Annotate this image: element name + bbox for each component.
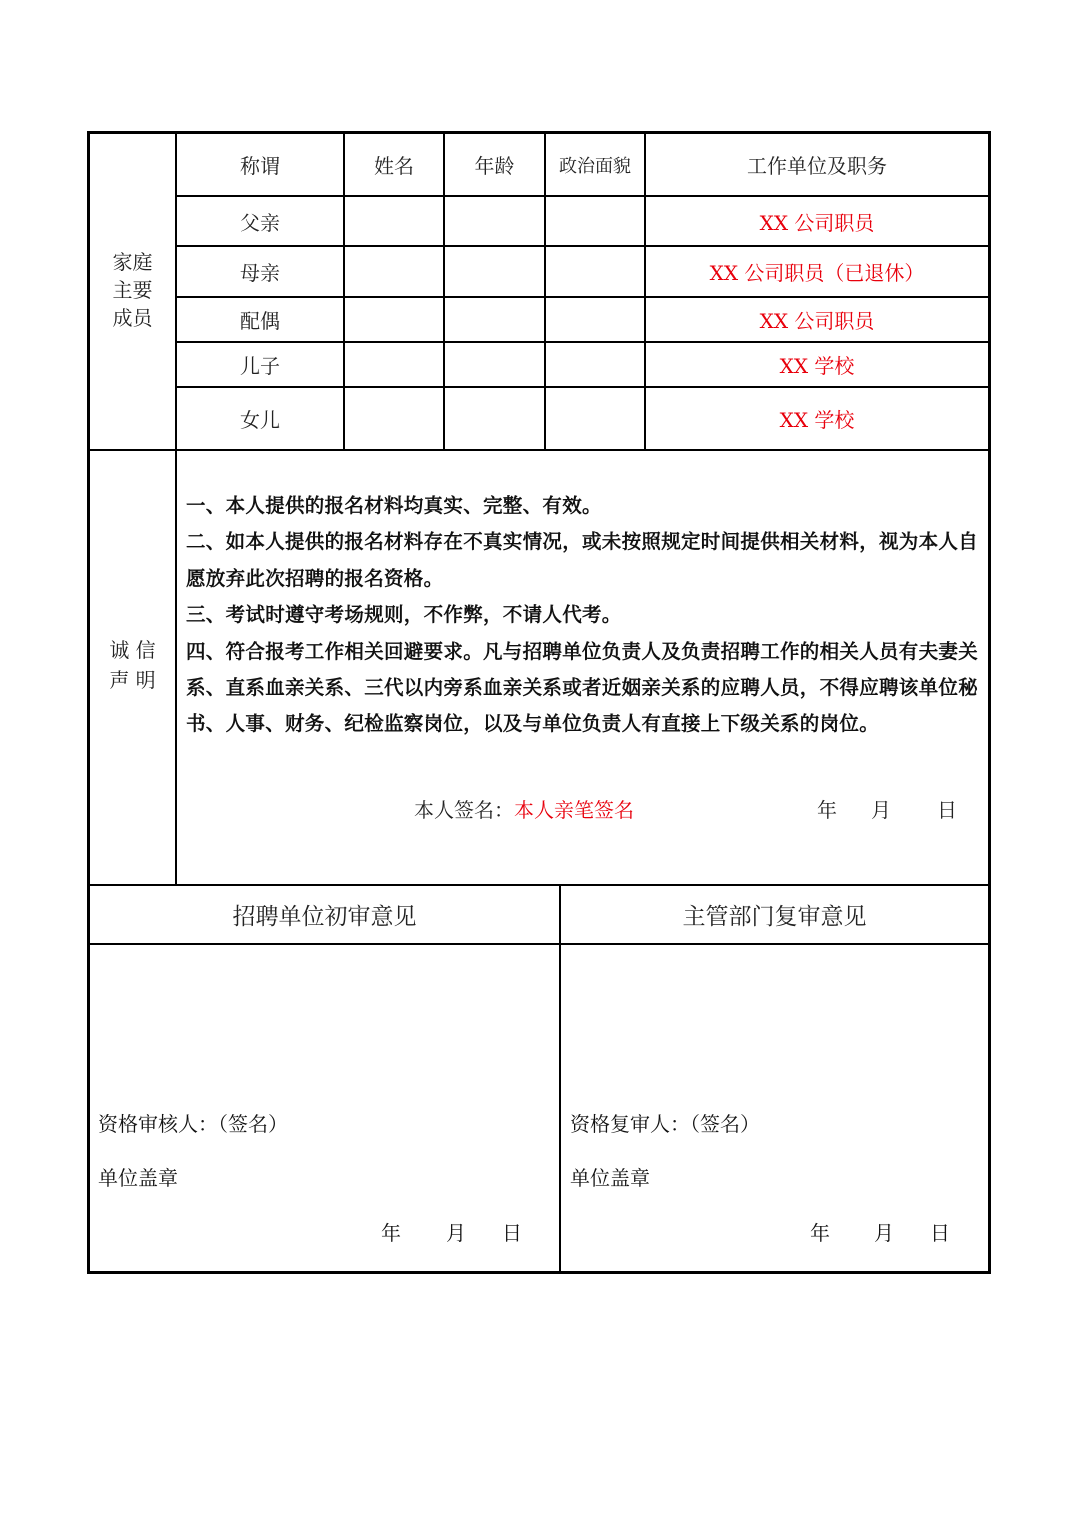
initial-unit-seal: 单位盖章: [98, 1166, 178, 1190]
family-row-political[interactable]: [546, 298, 644, 341]
family-row-work: XX 公司职员: [759, 309, 875, 333]
declaration-date-month: 月: [871, 798, 891, 822]
family-label-line-3: 成员: [112, 306, 153, 330]
family-row-name[interactable]: [345, 197, 443, 245]
initial-date-month: 月: [446, 1221, 466, 1245]
family-row-age[interactable]: [445, 388, 544, 449]
family-row-relation: 母亲: [240, 261, 280, 285]
family-row-age[interactable]: [445, 298, 544, 341]
family-row-relation: 父亲: [240, 210, 280, 235]
family-row-political[interactable]: [546, 343, 644, 386]
header-relation: 称谓: [240, 154, 280, 178]
final-date-day: 日: [930, 1221, 950, 1245]
header-political-status: 政治面貌: [559, 155, 631, 177]
declaration-section-label: [90, 620, 175, 710]
declaration-text: [186, 488, 982, 743]
declaration-item-2: 二、如本人提供的报名材料存在不真实情况，或未按照规定时间提供相关材料，视为本人自愿放弃此次招聘的报名资格。: [186, 530, 979, 590]
declaration-item-3: 三、考试时遵守考场规则，不作弊，不请人代考。: [186, 603, 622, 627]
signature-line: [414, 794, 634, 823]
declaration-item-1: 一、本人提供的报名材料均真实、完整、有效。: [186, 494, 602, 517]
family-row-relation: 配偶: [240, 309, 280, 333]
initial-review-title: 招聘单位初审意见: [232, 904, 417, 930]
family-row-name[interactable]: [345, 298, 443, 341]
header-age: 年龄: [474, 154, 515, 178]
final-unit-seal: 单位盖章: [570, 1166, 650, 1190]
family-row-relation: 女儿: [240, 408, 280, 432]
family-row-work: XX 学校: [779, 354, 855, 378]
family-row-age[interactable]: [445, 197, 544, 245]
final-review-title: 主管部门复审意见: [682, 904, 867, 930]
initial-date-day: 日: [502, 1221, 522, 1245]
header-work-unit: 工作单位及职务: [747, 154, 887, 178]
final-date-year: 年: [810, 1221, 830, 1245]
family-row-political[interactable]: [546, 388, 644, 449]
signature-value[interactable]: 本人亲笔签名: [514, 798, 634, 822]
header-name: 姓名: [374, 154, 414, 178]
declaration-label-line-1: 诚 信: [109, 638, 156, 662]
family-row-name[interactable]: [345, 388, 443, 449]
family-row-work: XX 公司职员（已退休）: [709, 261, 925, 285]
family-row-political[interactable]: [546, 247, 644, 296]
family-label-line-2: 主要: [112, 278, 153, 302]
declaration-label-line-2: 声 明: [109, 668, 156, 692]
family-row-relation: 儿子: [240, 354, 280, 378]
final-reviewer-signature[interactable]: 资格复审人：（签名）: [570, 1112, 760, 1136]
family-row-name[interactable]: [345, 247, 443, 296]
declaration-date-year: 年: [817, 798, 837, 822]
family-row-work: XX 学校: [779, 408, 855, 432]
family-row-political[interactable]: [546, 197, 644, 245]
initial-date-year: 年: [381, 1221, 401, 1245]
family-row-age[interactable]: [445, 343, 544, 386]
family-row-age[interactable]: [445, 247, 544, 296]
family-row-work: XX 公司职员: [759, 210, 875, 235]
declaration-item-4: 四、符合报考工作相关回避要求。凡与招聘单位负责人及负责招聘工作的相关人员有夫妻关系、直系血亲关系、三代以内旁系血亲关系或者近姻亲关系的应聘人员，不得应聘该单位秘书、人事、财务、纪检监察岗位，以及与单位负责人有直接上下级关系的岗位。: [186, 639, 979, 736]
final-date-month: 月: [874, 1221, 894, 1245]
family-label-line-1: 家庭: [112, 250, 153, 274]
declaration-date-day: 日: [937, 798, 957, 822]
initial-reviewer-signature[interactable]: 资格审核人：（签名）: [98, 1112, 288, 1136]
signature-label: 本人签名：: [414, 798, 514, 822]
family-row-name[interactable]: [345, 343, 443, 386]
family-section-label: [90, 245, 175, 335]
